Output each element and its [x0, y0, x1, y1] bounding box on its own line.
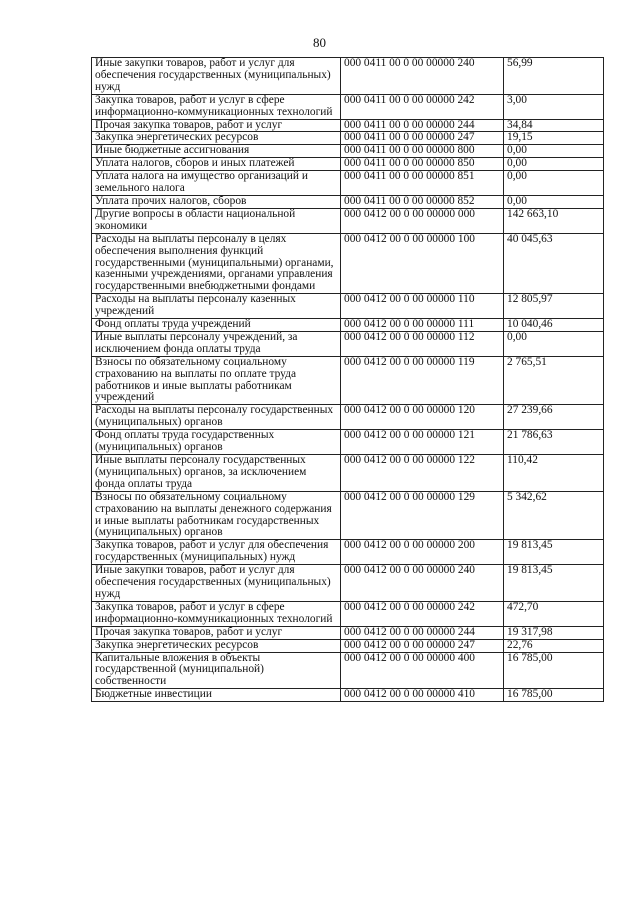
- expense-name-cell: Закупка товаров, работ и услуг для обеспечения государственных (муниципальных) нужд: [92, 540, 341, 565]
- budget-code-cell: 000 0411 00 0 00 00000 247: [341, 132, 504, 145]
- table-row: [92, 652, 604, 689]
- expense-name-cell: Иные бюджетные ассигнования: [92, 145, 341, 158]
- expense-name-cell: Иные закупки товаров, работ и услуг для обеспечения государственных (муниципальных) нужд: [92, 58, 341, 95]
- budget-code-cell: 000 0412 00 0 00 00000 247: [341, 639, 504, 652]
- expense-name-cell: Фонд оплаты труда учреждений: [92, 319, 341, 332]
- table-row: [92, 195, 604, 208]
- amount-cell: 472,70: [504, 601, 604, 626]
- table-row: [92, 601, 604, 626]
- amount-cell: 0,00: [504, 331, 604, 356]
- budget-code-cell: 000 0412 00 0 00 00000 111: [341, 319, 504, 332]
- expense-name-cell: Уплата налогов, сборов и иных платежей: [92, 158, 341, 171]
- table-row: [92, 233, 604, 294]
- table-row: [92, 145, 604, 158]
- table-row: [92, 626, 604, 639]
- table-row: [92, 94, 604, 119]
- expense-name-cell: Взносы по обязательному социальному страхованию на выплаты по оплате труда работников и иные выплаты работникам учреждений: [92, 356, 341, 405]
- table-row: [92, 319, 604, 332]
- budget-table: [91, 57, 604, 702]
- table-row: [92, 171, 604, 196]
- expense-name-cell: Прочая закупка товаров, работ и услуг: [92, 626, 341, 639]
- budget-code-cell: 000 0412 00 0 00 00000 244: [341, 626, 504, 639]
- budget-code-cell: 000 0412 00 0 00 00000 129: [341, 491, 504, 540]
- expense-name-cell: Другие вопросы в области национальной экономики: [92, 208, 341, 233]
- budget-code-cell: 000 0412 00 0 00 00000 400: [341, 652, 504, 689]
- expense-name-cell: Прочая закупка товаров, работ и услуг: [92, 119, 341, 132]
- table-row: [92, 132, 604, 145]
- expense-name-cell: Фонд оплаты труда государственных (муниципальных) органов: [92, 430, 341, 455]
- budget-code-cell: 000 0411 00 0 00 00000 242: [341, 94, 504, 119]
- amount-cell: 10 040,46: [504, 319, 604, 332]
- amount-cell: 110,42: [504, 455, 604, 492]
- expense-name-cell: Закупка товаров, работ и услуг в сфере информационно-коммуникационных технологий: [92, 94, 341, 119]
- budget-code-cell: 000 0412 00 0 00 00000 122: [341, 455, 504, 492]
- table-row: [92, 689, 604, 702]
- table-row: [92, 58, 604, 95]
- page-number: 80: [313, 35, 326, 50]
- amount-cell: 0,00: [504, 171, 604, 196]
- amount-cell: 19 317,98: [504, 626, 604, 639]
- budget-code-cell: 000 0411 00 0 00 00000 852: [341, 195, 504, 208]
- table-row: [92, 331, 604, 356]
- expense-name-cell: Расходы на выплаты персоналу казенных учреждений: [92, 294, 341, 319]
- budget-code-cell: 000 0411 00 0 00 00000 800: [341, 145, 504, 158]
- expense-name-cell: Иные выплаты персоналу государственных (муниципальных) органов, за исключением фонда оплаты труда: [92, 455, 341, 492]
- budget-code-cell: 000 0412 00 0 00 00000 112: [341, 331, 504, 356]
- amount-cell: 19,15: [504, 132, 604, 145]
- amount-cell: 56,99: [504, 58, 604, 95]
- amount-cell: 19 813,45: [504, 565, 604, 602]
- table-row: [92, 565, 604, 602]
- amount-cell: 3,00: [504, 94, 604, 119]
- amount-cell: 12 805,97: [504, 294, 604, 319]
- amount-cell: 34,84: [504, 119, 604, 132]
- amount-cell: 21 786,63: [504, 430, 604, 455]
- amount-cell: 40 045,63: [504, 233, 604, 294]
- amount-cell: 0,00: [504, 145, 604, 158]
- table-row: [92, 540, 604, 565]
- expense-name-cell: Иные выплаты персоналу учреждений, за исключением фонда оплаты труда: [92, 331, 341, 356]
- amount-cell: 16 785,00: [504, 689, 604, 702]
- amount-cell: 27 239,66: [504, 405, 604, 430]
- expense-name-cell: Расходы на выплаты персоналу в целях обеспечения выполнения функций государственными (муниципальными) органами, казенными учреждениями, органами управления государственными внебюджетными фондами: [92, 233, 341, 294]
- table-row: [92, 158, 604, 171]
- table-row: [92, 430, 604, 455]
- budget-code-cell: 000 0412 00 0 00 00000 120: [341, 405, 504, 430]
- budget-code-cell: 000 0412 00 0 00 00000 410: [341, 689, 504, 702]
- expense-name-cell: Уплата прочих налогов, сборов: [92, 195, 341, 208]
- table-row: [92, 294, 604, 319]
- budget-code-cell: 000 0412 00 0 00 00000 240: [341, 565, 504, 602]
- table-row: [92, 455, 604, 492]
- amount-cell: 5 342,62: [504, 491, 604, 540]
- budget-code-cell: 000 0411 00 0 00 00000 850: [341, 158, 504, 171]
- budget-code-cell: 000 0412 00 0 00 00000 121: [341, 430, 504, 455]
- budget-code-cell: 000 0411 00 0 00 00000 851: [341, 171, 504, 196]
- budget-table-body: [92, 58, 604, 702]
- expense-name-cell: Закупка товаров, работ и услуг в сфере информационно-коммуникационных технологий: [92, 601, 341, 626]
- budget-code-cell: 000 0411 00 0 00 00000 240: [341, 58, 504, 95]
- amount-cell: 16 785,00: [504, 652, 604, 689]
- amount-cell: 22,76: [504, 639, 604, 652]
- amount-cell: 2 765,51: [504, 356, 604, 405]
- table-row: [92, 639, 604, 652]
- amount-cell: 0,00: [504, 195, 604, 208]
- budget-code-cell: 000 0412 00 0 00 00000 110: [341, 294, 504, 319]
- table-row: [92, 405, 604, 430]
- expense-name-cell: Взносы по обязательному социальному страхованию на выплаты денежного содержания и иные выплаты работникам государственных (муниципальных) органов: [92, 491, 341, 540]
- budget-code-cell: 000 0412 00 0 00 00000 242: [341, 601, 504, 626]
- budget-code-cell: 000 0412 00 0 00 00000 100: [341, 233, 504, 294]
- table-row: [92, 356, 604, 405]
- expense-name-cell: Уплата налога на имущество организаций и земельного налога: [92, 171, 341, 196]
- budget-code-cell: 000 0412 00 0 00 00000 119: [341, 356, 504, 405]
- amount-cell: 19 813,45: [504, 540, 604, 565]
- table-row: [92, 119, 604, 132]
- table-row: [92, 491, 604, 540]
- expense-name-cell: Закупка энергетических ресурсов: [92, 132, 341, 145]
- expense-name-cell: Иные закупки товаров, работ и услуг для обеспечения государственных (муниципальных) нужд: [92, 565, 341, 602]
- expense-name-cell: Закупка энергетических ресурсов: [92, 639, 341, 652]
- expense-name-cell: Капитальные вложения в объекты государственной (муниципальной) собственности: [92, 652, 341, 689]
- budget-code-cell: 000 0411 00 0 00 00000 244: [341, 119, 504, 132]
- budget-code-cell: 000 0412 00 0 00 00000 200: [341, 540, 504, 565]
- table-row: [92, 208, 604, 233]
- amount-cell: 0,00: [504, 158, 604, 171]
- expense-name-cell: Расходы на выплаты персоналу государственных (муниципальных) органов: [92, 405, 341, 430]
- budget-code-cell: 000 0412 00 0 00 00000 000: [341, 208, 504, 233]
- expense-name-cell: Бюджетные инвестиции: [92, 689, 341, 702]
- amount-cell: 142 663,10: [504, 208, 604, 233]
